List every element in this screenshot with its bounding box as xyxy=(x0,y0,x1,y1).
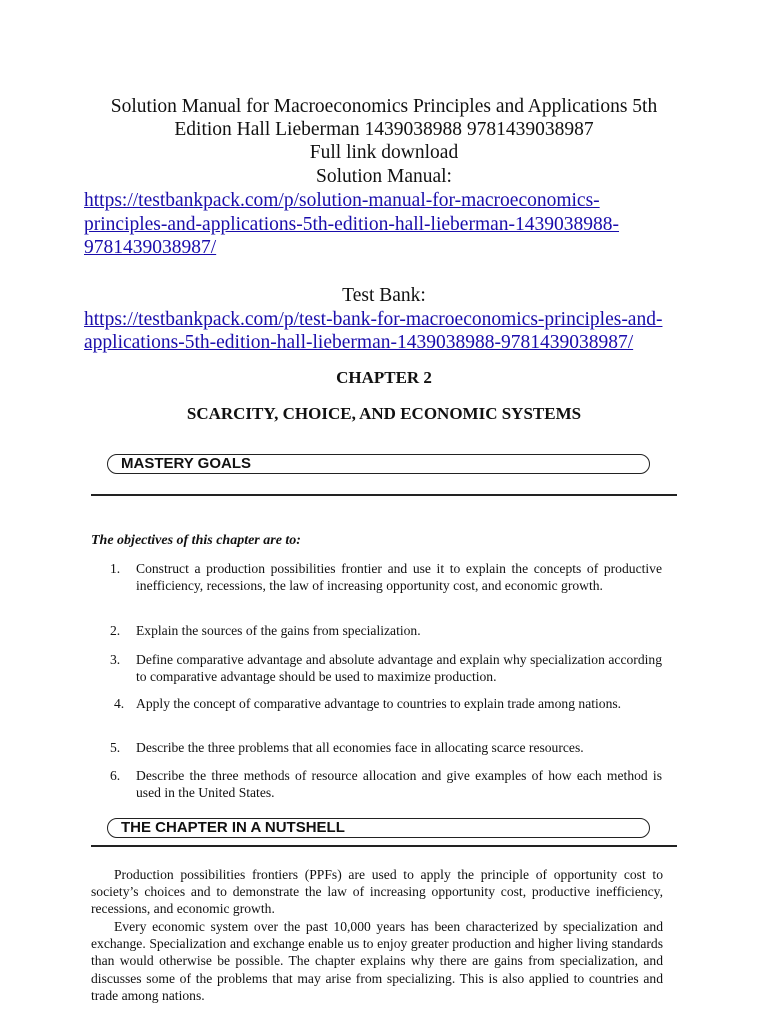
objectives-intro: The objectives of this chapter are to: xyxy=(91,533,301,548)
objective-number: 1. xyxy=(110,561,121,576)
objective-text: Define comparative advantage and absolute advantage and explain why specialization according to comparative advantage should be used to maximize production. xyxy=(136,652,662,684)
chapter-number: CHAPTER 2 xyxy=(336,368,432,387)
objective-number: 3. xyxy=(110,652,121,667)
document-title-line-2: Edition Hall Lieberman 1439038988 9781439038987 xyxy=(174,119,594,140)
document-title-line-1: Solution Manual for Macroeconomics Principles and Applications 5th xyxy=(110,96,658,117)
objective-text: Describe the three problems that all economies face in allocating scarce resources. xyxy=(136,740,584,755)
objective-text: Construct a production possibilities frontier and use it to explain the concepts of productive inefficiency, recessions, the law of increasing opportunity cost, and economic growth. xyxy=(136,561,662,593)
solution-manual-label: Solution Manual: xyxy=(316,166,452,187)
objective-item xyxy=(110,622,662,639)
chapter-title: SCARCITY, CHOICE, AND ECONOMIC SYSTEMS xyxy=(186,404,582,423)
solution-manual-link[interactable]: https://testbankpack.com/p/solution-manual-for-macroeconomics- xyxy=(84,190,600,211)
objective-number: 6. xyxy=(110,768,121,783)
mastery-goals-heading: MASTERY GOALS xyxy=(107,454,650,474)
full-link-label: Full link download xyxy=(309,142,459,163)
objective-item xyxy=(110,695,662,712)
objective-text: Apply the concept of comparative advantage to countries to explain trade among nations. xyxy=(136,696,622,711)
nutshell-paragraph-2: Every economic system over the past 10,000 years has been characterized by specialization and exchange. Specialization and exchange enable us to enjoy greater production and higher living standards than would otherwise be possible. The chapter explains why there are gains from specialization, and discusses some of the problems that may arise from specializing. This is also applied to countries and trade among nations. xyxy=(91,919,663,1003)
section-divider xyxy=(91,845,677,847)
objective-item xyxy=(110,739,662,756)
nutshell-paragraph-1: Production possibilities frontiers (PPFs) are used to apply the principle of opportunity cost to society’s choices and to demonstrate the law of increasing opportunity cost, productive inefficiency, recessions, and economic growth. xyxy=(91,867,663,917)
objective-text: Explain the sources of the gains from specialization. xyxy=(136,623,421,638)
section-divider xyxy=(91,494,677,496)
test-bank-link[interactable]: applications-5th-edition-hall-lieberman-1439038988-9781439038987/ xyxy=(84,332,634,353)
chapter-nutshell-heading: THE CHAPTER IN A NUTSHELL xyxy=(107,818,650,838)
objective-item xyxy=(110,767,662,801)
test-bank-link[interactable]: https://testbankpack.com/p/test-bank-for-macroeconomics-principles-and- xyxy=(84,309,663,330)
solution-manual-link[interactable]: 9781439038987/ xyxy=(84,237,217,258)
objective-item xyxy=(110,651,662,685)
solution-manual-link[interactable]: principles-and-applications-5th-edition-hall-lieberman-1439038988- xyxy=(84,214,620,235)
objective-number: 4. xyxy=(114,696,125,711)
objective-number: 5. xyxy=(110,740,121,755)
objective-item xyxy=(110,560,662,594)
objective-number: 2. xyxy=(110,623,121,638)
test-bank-label: Test Bank: xyxy=(342,285,426,306)
objective-text: Describe the three methods of resource allocation and give examples of how each method is used in the United States. xyxy=(136,768,662,800)
